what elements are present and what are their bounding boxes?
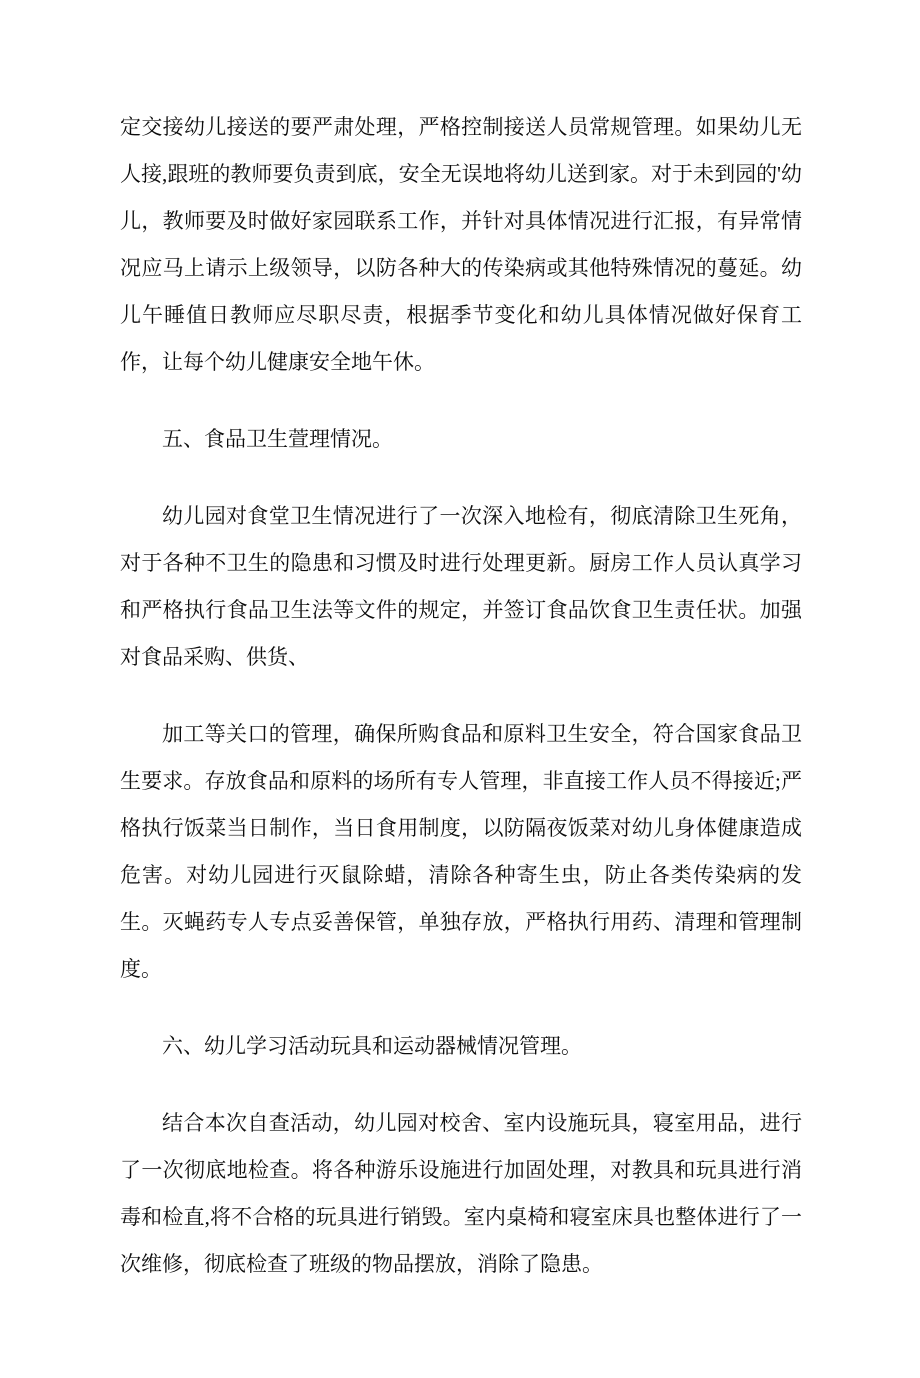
paragraph-continuation: 定交接幼儿接送的要严肃处理，严格控制接送人员常规管理。如果幼儿无人接,跟班的教师要负责到底，安全无误地将幼儿送到家。对于未到园的'幼儿，教师要及时做好家园联系工作，并针对具体情况进行汇报，有异常情况应马上请示上级领导，以防各种大的传染病或其他特殊情况的蔓延。幼儿午睡值日教师应尽职尽责，根据季节变化和幼儿具体情况做好保育工作，让每个幼儿健康安全地午休。 bbox=[120, 115, 802, 374]
section-heading-toys-equipment: 六、幼儿学习活动玩具和运动器械情况管理。 bbox=[162, 1034, 582, 1058]
paragraph-food-safety-management: 加工等关口的管理，确保所购食品和原料卫生安全，符合国家食品卫生要求。存放食品和原料的场所有专人管理，非直接工作人员不得接近;严格执行饭菜当日制作，当日食用制度，以防隔夜饭菜对幼儿身体健康造成危害。对幼儿园进行灭鼠除蜡，清除各种寄生虫，防止各类传染病的发生。灭蝇药专人专点妥善保管，单独存放，严格执行用药、清理和管理制度。 bbox=[120, 722, 802, 981]
paragraph-self-check-activity: 结合本次自查活动，幼儿园对校舍、室内设施玩具，寝室用品，进行了一次彻底地检查。将各种游乐设施进行加固处理，对教具和玩具进行消毒和检直,将不合格的玩具进行销毁。室内桌椅和寝室床具也整体进行了一次维修，彻底检查了班级的物品摆放，消除了隐患。 bbox=[120, 1111, 802, 1276]
section-heading-food-hygiene: 五、食品卫生萱理情况。 bbox=[162, 427, 393, 451]
paragraph-canteen-inspection: 幼儿园对食堂卫生情况进行了一次深入地检有，彻底清除卫生死角，对于各种不卫生的隐患和习惯及时进行处理更新。厨房工作人员认真学习和严格执行食品卫生法等文件的规定，并签订食品饮食卫生责任状。加强对食品采购、供货、 bbox=[120, 504, 802, 669]
